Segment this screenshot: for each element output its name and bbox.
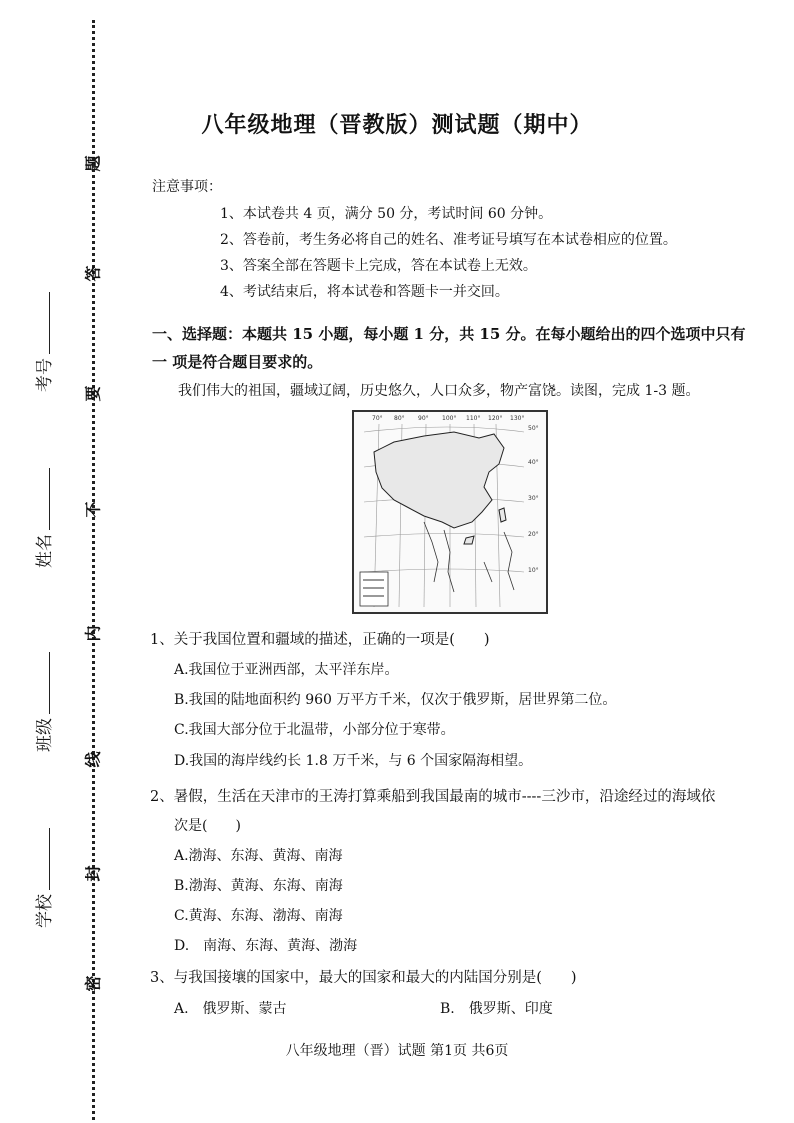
note-item: 1、本试卷共 4 页，满分 50 分，考试时间 60 分钟。 <box>220 206 553 222</box>
binding-dotted-line <box>92 20 95 1120</box>
question-2-option-a[interactable]: A.渤海、东海、黄海、南海 <box>174 848 343 864</box>
name-underline <box>35 468 50 530</box>
binding-char: 封 <box>83 865 103 882</box>
map-lat-label: 30° <box>528 495 539 502</box>
question-1-option-b[interactable]: B.我国的陆地面积约 960 万平方千米，仅次于俄罗斯，居世界第二位。 <box>174 692 617 708</box>
note-item: 4、考试结束后，将本试卷和答题卡一并交回。 <box>220 284 509 300</box>
map-lon-label: 110° <box>466 415 481 422</box>
page-footer: 八年级地理（晋）试题 第1页 共6页 <box>285 1043 509 1059</box>
question-3-stem: 3、与我国接壤的国家中，最大的国家和最大的内陆国分别是( ) <box>150 970 577 986</box>
binding-char: 不 <box>83 501 103 518</box>
china-map-figure <box>352 410 548 614</box>
class-field[interactable] <box>30 652 55 752</box>
question-3-option-a[interactable]: A. 俄罗斯、蒙古 <box>174 1001 287 1017</box>
question-2-stem-line1: 2、暑假，生活在天津市的王涛打算乘船到我国最南的城市----三沙市，沿途经过的海域依 <box>150 789 716 805</box>
school-label: 学校 <box>35 894 55 928</box>
map-lat-label: 40° <box>528 459 539 466</box>
binding-char: 要 <box>83 385 103 402</box>
class-label: 班级 <box>35 718 55 752</box>
page-title: 八年级地理（晋教版）测试题（期中） <box>201 112 593 138</box>
map-lat-label: 50° <box>528 425 539 432</box>
question-1-option-a[interactable]: A.我国位于亚洲西部，太平洋东岸。 <box>174 662 399 678</box>
notes-list <box>220 201 677 305</box>
school-field[interactable] <box>30 828 55 928</box>
map-image <box>354 412 546 612</box>
name-label: 姓名 <box>35 534 55 568</box>
question-1-stem: 1、关于我国位置和疆域的描述，正确的一项是( ) <box>150 632 490 648</box>
map-lon-label: 120° <box>488 415 503 422</box>
map-lon-label: 80° <box>394 415 405 422</box>
map-lat-label: 20° <box>528 531 539 538</box>
exam-number-underline <box>35 292 50 354</box>
binding-char: 线 <box>83 751 103 768</box>
binding-char: 密 <box>83 975 103 992</box>
note-item: 2、答卷前，考生务必将自己的姓名、准考证号填写在本试卷相应的位置。 <box>220 232 677 248</box>
question-2-option-b[interactable]: B.渤海、黄海、东海、南海 <box>174 878 343 894</box>
binding-char: 题 <box>83 155 103 172</box>
question-2-stem-line2: 次是( ) <box>174 818 241 834</box>
question-3-option-b[interactable]: B. 俄罗斯、印度 <box>440 1001 553 1017</box>
class-underline <box>35 652 50 714</box>
map-lon-label: 90° <box>418 415 429 422</box>
exam-number-field[interactable] <box>30 292 55 392</box>
map-lon-label: 100° <box>442 415 457 422</box>
exam-number-label: 考号 <box>35 358 55 392</box>
section-heading: 一、选择题：本题共 15 小题，每小题 1 分，共 15 分。在每小题给出的四个选项中只有一 项是符合题目要求的。 <box>152 325 746 371</box>
question-1-option-d[interactable]: D.我国的海岸线约长 1.8 万千米，与 6 个国家隔海相望。 <box>174 753 533 769</box>
binding-char: 答 <box>83 265 103 282</box>
question-2-option-d[interactable]: D. 南海、东海、黄海、渤海 <box>174 938 358 954</box>
name-field[interactable] <box>30 468 55 568</box>
binding-char: 内 <box>83 625 103 642</box>
map-lon-label: 70° <box>372 415 383 422</box>
question-2-option-c[interactable]: C.黄海、东海、渤海、南海 <box>174 908 343 924</box>
school-underline <box>35 828 50 890</box>
map-lat-label: 10° <box>528 567 539 574</box>
question-1-option-c[interactable]: C.我国大部分位于北温带，小部分位于寒带。 <box>174 722 455 738</box>
question-intro: 我们伟大的祖国，疆域辽阔，历史悠久，人口众多，物产富饶。读图，完成 1-3 题。 <box>178 383 700 399</box>
note-item: 3、答案全部在答题卡上完成，答在本试卷上无效。 <box>220 258 537 274</box>
map-lon-label: 130° <box>510 415 525 422</box>
notes-heading: 注意事项： <box>152 179 222 195</box>
